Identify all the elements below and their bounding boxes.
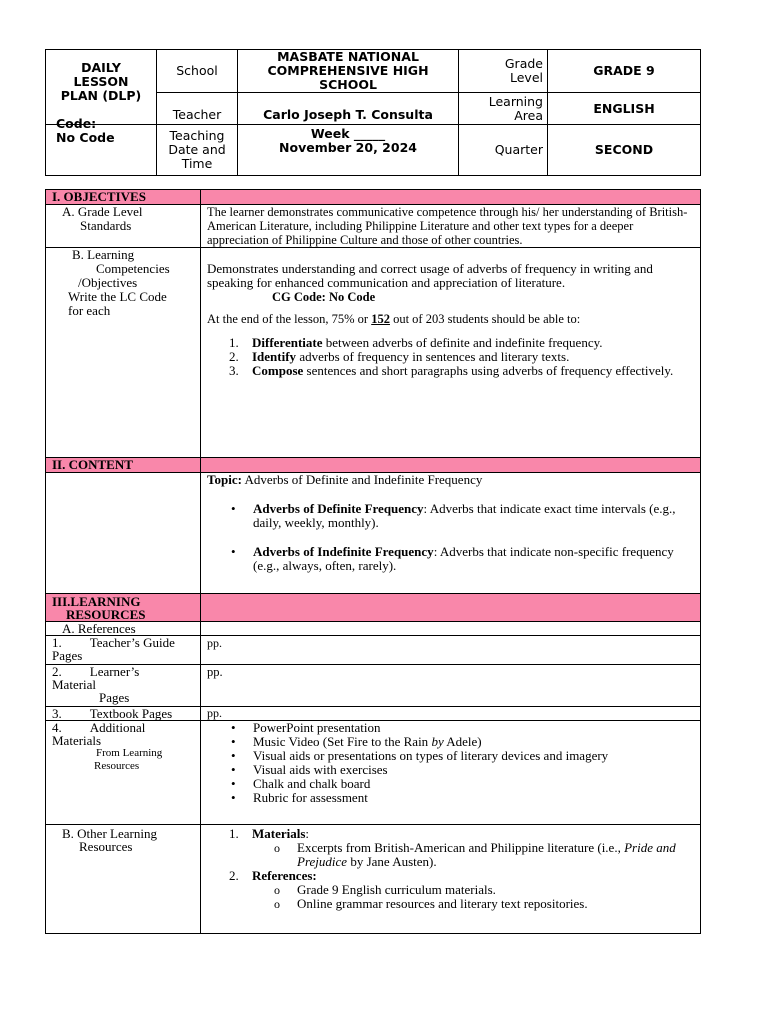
list-item: o Online grammar resources and literary text repositories. (274, 897, 694, 911)
label-line: B. Other Learning (62, 826, 157, 841)
learners-material-label (46, 665, 201, 707)
content-label-cell (46, 473, 201, 594)
additional-materials-list (207, 721, 694, 805)
materials-label: Materials (252, 826, 306, 841)
list-item: • Visual aids or presentations on types of literary devices and imagery (229, 749, 694, 763)
materials-colon: : (305, 826, 310, 841)
content-text (201, 473, 701, 594)
list-item: • Visual aids with exercises (229, 763, 694, 777)
list-item: • PowerPoint presentation (229, 721, 694, 735)
objective-text: adverbs of frequency in sentences and literary texts. (296, 349, 570, 364)
book-title: Pride and Prejudice (297, 840, 676, 869)
teacher-label: Teacher (157, 93, 238, 125)
label-line: B. Learning (72, 247, 135, 262)
objectives-heading: I. OBJECTIVES (46, 190, 201, 205)
item-label-line: Pages (52, 648, 83, 663)
item-label-line: Materials (52, 733, 102, 748)
list-number: 1. (229, 826, 239, 841)
topic-text: Adverbs of Definite and Indefinite Frequency (241, 472, 483, 487)
date-label-line: Time (181, 156, 213, 171)
content-heading-fill (201, 458, 701, 473)
objective-verb: Identify (252, 349, 297, 364)
dlp-title-line: DAILY (81, 60, 121, 75)
date-value (238, 125, 459, 176)
area-label (459, 93, 548, 125)
school-value (238, 50, 459, 93)
item-label-line: Material (52, 677, 97, 692)
objectives-heading-fill (201, 190, 701, 205)
sub-label-line: From Learning (96, 747, 163, 759)
teachers-guide-label (46, 636, 201, 665)
item-number: 2. (52, 664, 62, 679)
student-count: 152 (371, 312, 390, 326)
bullet-term: Adverbs of Definite Frequency (253, 501, 424, 516)
code-label: Code: (56, 116, 97, 131)
grade-value: GRADE 9 (548, 50, 701, 93)
grade-level-standards-text: The learner demonstrates communicative competence through his/ her understanding of British-American Literature, including Philippine Literature and other text types for a deeper appreciation of Philippine Culture and those of other countries. (201, 205, 701, 248)
content-heading: II. CONTENT (46, 458, 201, 473)
date-label-line: Teaching (169, 128, 225, 143)
code-cell (46, 116, 157, 176)
additional-materials-label (46, 721, 201, 825)
materials-post: by Jane Austen). (347, 854, 437, 869)
references-label: References: (252, 868, 317, 883)
materials-pre: Excerpts from British-American and Philippine literature (i.e., (297, 840, 625, 855)
list-item (229, 827, 694, 841)
item-label: Learner’s (89, 664, 140, 679)
item-number: 4. (52, 720, 62, 735)
other-resources-list-2 (207, 869, 694, 883)
list-number: 2. (229, 868, 239, 883)
music-pre: Music Video (Set Fire to the Rain (253, 734, 432, 749)
music-post: Adele) (443, 734, 482, 749)
school-line: COMPREHENSIVE HIGH (267, 63, 429, 78)
teacher-value: Carlo Joseph T. Consulta (238, 93, 459, 125)
list-item: o Grade 9 English curriculum materials. (274, 883, 694, 897)
resources-heading-fill (201, 594, 701, 622)
grade-level-standards-label (46, 205, 201, 248)
item-label: Teacher’s Guide (89, 635, 175, 650)
bullet-term: Adverbs of Indefinite Frequency (253, 544, 434, 559)
area-label-line: Area (514, 107, 543, 123)
item-label-line: Pages (99, 690, 130, 705)
list-item (229, 869, 694, 883)
objective-text: between adverbs of definite and indefinite frequency. (322, 335, 603, 350)
learning-competencies-text (201, 248, 701, 458)
item-label: Textbook Pages (89, 706, 173, 721)
list-item (229, 502, 694, 530)
objectives-list (207, 336, 694, 378)
list-item: • Chalk and chalk board (229, 777, 694, 791)
list-number: 2. (229, 349, 239, 364)
quarter-label: Quarter (459, 125, 548, 176)
dlp-title-line: PLAN (DLP) (60, 88, 142, 103)
additional-materials-list-cell (201, 721, 701, 825)
teachers-guide-pages: pp. (201, 636, 701, 665)
list-item (229, 350, 694, 364)
competency-statement: Demonstrates understanding and correct usage of adverbs of frequency in writing and speaking for enhanced communication and appreciation of literature. (207, 261, 653, 290)
item-number: 3. (52, 706, 62, 721)
list-number: 3. (229, 363, 239, 378)
label-line: A. Grade Level (62, 204, 143, 219)
references-label: A. References (46, 622, 201, 636)
dlp-main-table (45, 189, 701, 934)
other-learning-resources-label (46, 825, 201, 934)
item-number: 1. (52, 635, 62, 650)
cg-code: CG Code: No Code (272, 290, 376, 304)
references-fill (201, 622, 701, 636)
end-of-lesson-statement (207, 312, 694, 326)
label-line: /Objectives (78, 275, 138, 290)
list-item: • Rubric for assessment (229, 791, 694, 805)
label-line: for each (68, 303, 111, 318)
label-line: Competencies (96, 261, 170, 276)
topic-label: Topic: (207, 472, 242, 487)
item-label: Additional (89, 720, 146, 735)
grade-label-line: Level (510, 70, 543, 85)
quarter-value: SECOND (548, 125, 701, 176)
textbook-pages-value: pp. (201, 707, 701, 721)
list-number: 1. (229, 335, 239, 350)
references-sublist (207, 883, 694, 911)
other-learning-resources-text (201, 825, 701, 934)
dlp-title-line: LESSON (73, 74, 129, 89)
date-text: November 20, 2024 (279, 140, 417, 155)
objective-verb: Compose (252, 363, 304, 378)
list-item (229, 545, 694, 573)
week-value: Week _____ (310, 126, 386, 141)
grade-label (459, 50, 548, 93)
bullet-text: : Adverbs that indicate exact time intervals (e.g., daily, weekly, monthly). (253, 501, 676, 530)
topic-line (207, 473, 694, 487)
sub-label-line: Resources (94, 760, 140, 772)
list-item (274, 841, 694, 869)
textbook-pages-label (46, 707, 201, 721)
content-bullets (207, 502, 694, 573)
other-resources-list (207, 827, 694, 841)
date-label (157, 125, 238, 176)
list-item (229, 336, 694, 350)
label-line: Standards (80, 218, 132, 233)
area-value: ENGLISH (548, 93, 701, 125)
date-label-line: Date and (168, 142, 226, 157)
end-intro: At the end of the lesson, 75% or (207, 312, 372, 326)
list-item (229, 735, 694, 749)
bullet-text: : Adverbs that indicate non-specific frequency (e.g., always, often, rarely). (253, 544, 674, 573)
heading-line: RESOURCES (66, 607, 146, 622)
school-label: School (157, 50, 238, 93)
resources-heading (46, 594, 201, 622)
learners-material-pages: pp. (201, 665, 701, 707)
dlp-title (46, 50, 157, 125)
objective-text: sentences and short paragraphs using adverbs of frequency effectively. (303, 363, 674, 378)
heading-line: III.LEARNING (52, 594, 141, 609)
end-rest: out of 203 students should be able to: (389, 312, 581, 326)
school-line: SCHOOL (319, 77, 377, 92)
code-value: No Code (56, 130, 115, 145)
school-line: MASBATE NATIONAL (277, 49, 419, 64)
label-line: Write the LC Code (68, 289, 167, 304)
dlp-header-table (45, 49, 701, 176)
music-by: by (431, 734, 444, 749)
label-line: Resources (79, 839, 133, 854)
area-label-line: Learning (488, 93, 543, 109)
grade-label-line: Grade (504, 56, 543, 71)
learning-competencies-label (46, 248, 201, 458)
objective-verb: Differentiate (252, 335, 323, 350)
list-item (229, 364, 694, 378)
materials-sublist (207, 841, 694, 869)
